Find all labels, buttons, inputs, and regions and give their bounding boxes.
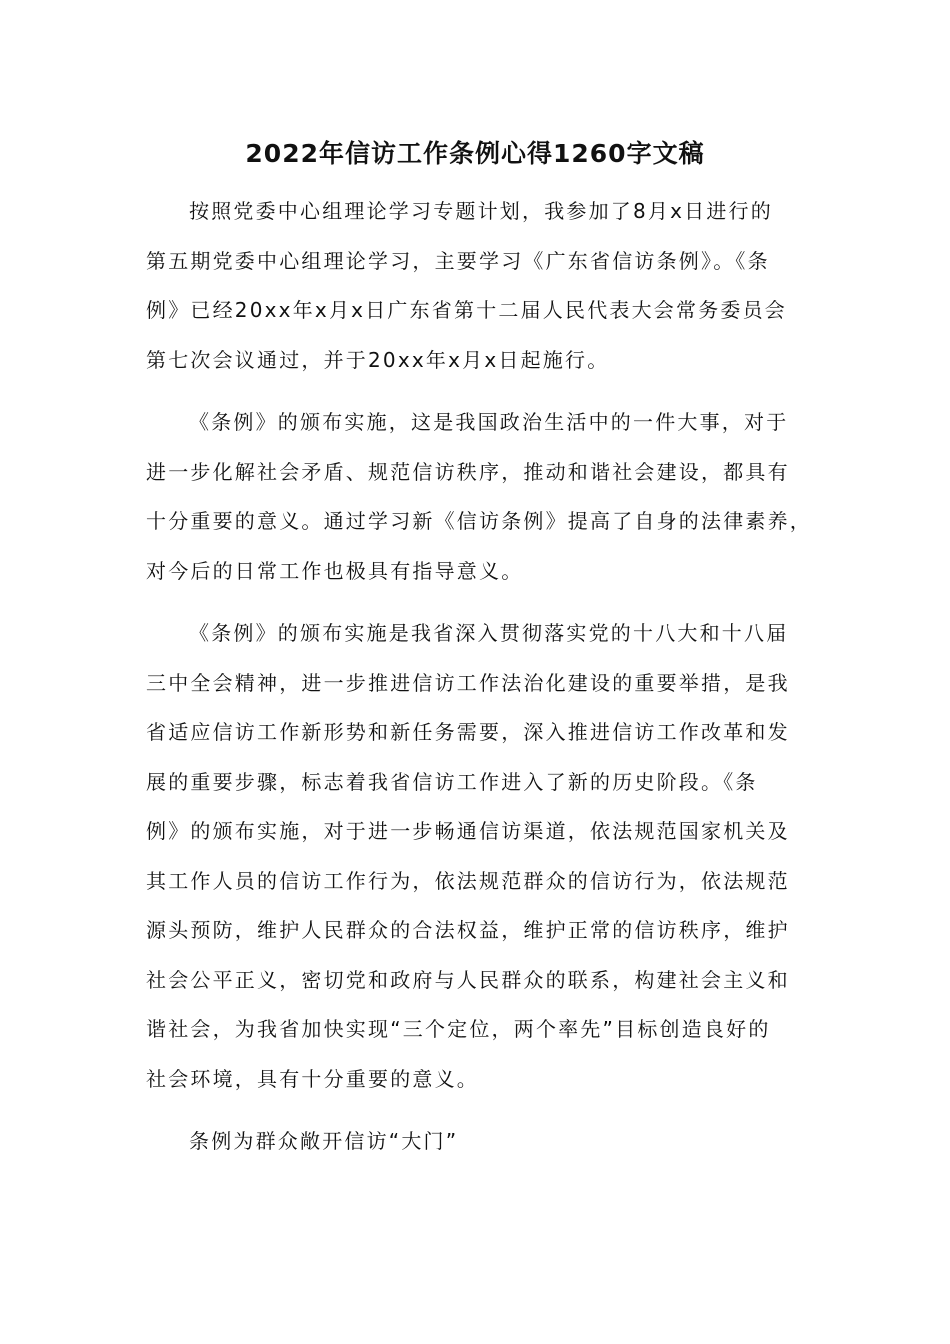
paragraph-line: 十分重要的意义。通过学习新《信访条例》提高了自身的法律素养， xyxy=(146,509,812,533)
paragraph-line: 省适应信访工作新形势和新任务需要，深入推进信访工作改革和发 xyxy=(146,720,790,744)
paragraph-line: 例》已经20xx年x月x日广东省第十二届人民代表大会常务委员会 xyxy=(146,298,787,322)
paragraph-line: 例》的颁布实施，对于进一步畅通信访渠道，依法规范国家机关及 xyxy=(146,819,790,843)
paragraph-line: 源头预防，维护人民群众的合法权益，维护正常的信访秩序，维护 xyxy=(146,918,790,942)
paragraph-line: 第五期党委中心组理论学习，主要学习《广东省信访条例》。《条 xyxy=(146,248,770,273)
paragraph-line: 展的重要步骤，标志着我省信访工作进入了新的历史阶段。《条 xyxy=(146,769,758,794)
paragraph-line: 社会公平正义，密切党和政府与人民群众的联系，构建社会主义和 xyxy=(146,967,790,992)
paragraph-line: 对今后的日常工作也极具有指导意义。 xyxy=(146,558,524,583)
paragraph-line: 《条例》的颁布实施是我省深入贯彻落实党的十八大和十八届 xyxy=(189,621,789,645)
paragraph-4 xyxy=(146,1117,826,1167)
paragraph-line: 条例为群众敞开信访“大门” xyxy=(189,1129,459,1153)
paragraph-line: 进一步化解社会矛盾、规范信访秩序，推动和谐社会建设，都具有 xyxy=(146,459,790,484)
paragraph-line: 按照党委中心组理论学习专题计划，我参加了8月x日进行的 xyxy=(189,199,773,223)
paragraph-3 xyxy=(146,609,826,1104)
paragraph-line: 第七次会议通过，并于20xx年x月x日起施行。 xyxy=(146,347,610,372)
paragraph-1 xyxy=(146,187,826,385)
paragraph-line: 《条例》的颁布实施，这是我国政治生活中的一件大事，对于 xyxy=(189,410,789,434)
document-title: 2022年信访工作条例心得1260字文稿 xyxy=(245,139,705,168)
paragraph-2 xyxy=(146,398,826,596)
paragraph-line: 谐社会，为我省加快实现“三个定位，两个率先”目标创造良好的 xyxy=(146,1017,771,1041)
paragraph-line: 三中全会精神，进一步推进信访工作法治化建设的重要举措，是我 xyxy=(146,670,790,695)
paragraph-line: 其工作人员的信访工作行为，依法规范群众的信访行为，依法规范 xyxy=(146,868,790,893)
paragraph-line: 社会环境，具有十分重要的意义。 xyxy=(146,1066,479,1091)
